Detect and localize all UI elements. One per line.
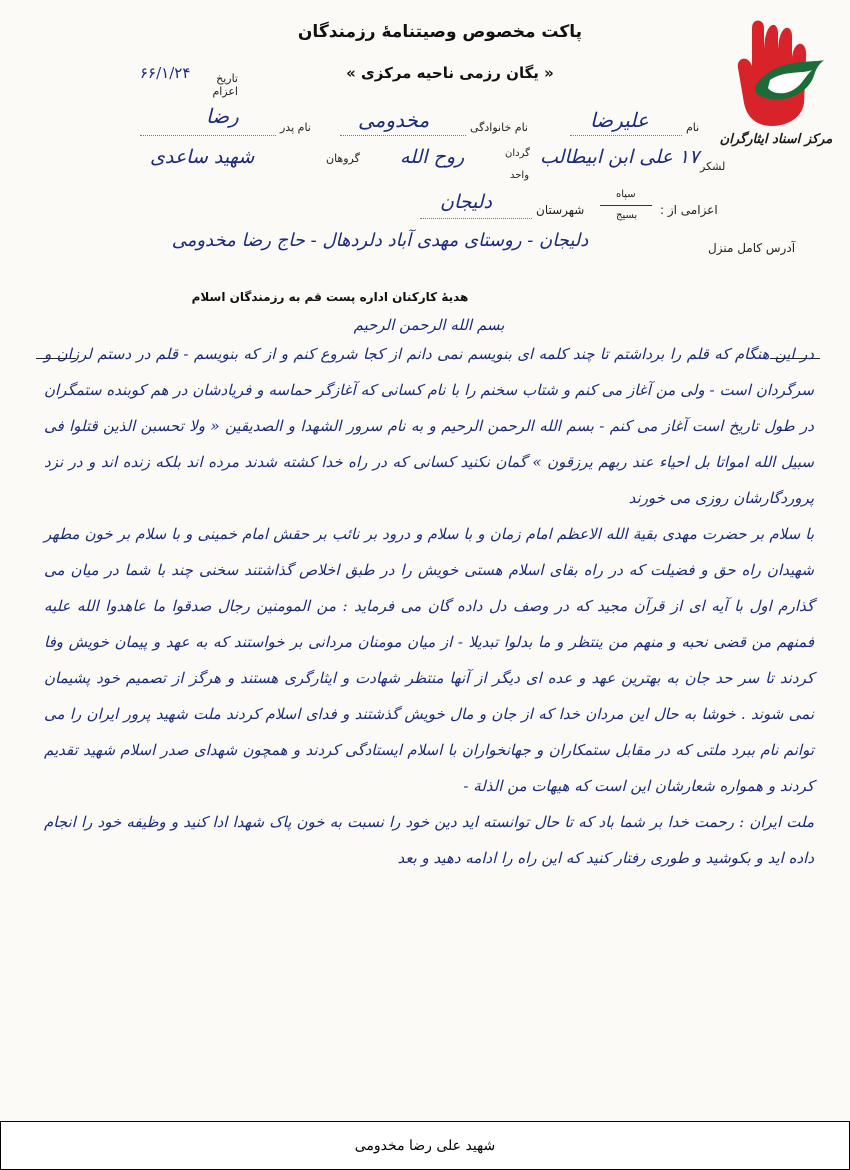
bismillah: بسم الله الرحمن الرحیم	[353, 316, 505, 334]
battalion-label: گردان	[505, 148, 530, 159]
caption-text: شهید علی رضا مخدومی	[354, 1137, 496, 1154]
letter-body	[44, 316, 814, 876]
army-label: لشکر	[700, 160, 726, 173]
dispatch-option-basij: بسیج	[616, 210, 638, 221]
father-line	[140, 135, 276, 136]
isargaran-logo	[712, 8, 842, 158]
name-label: نام	[686, 121, 700, 134]
exec-date-value: ۶۶/۱/۲۴	[140, 64, 191, 82]
father-value: رضا	[206, 104, 239, 128]
page-title: پاکت مخصوص وصیتنامهٔ رزمندگان	[297, 22, 583, 42]
exec-date-label: تاریخ اعزام	[212, 72, 238, 98]
unit-label: واحد	[510, 170, 530, 181]
name-line	[570, 135, 682, 136]
dispatch-label: اعزامی از :	[660, 203, 718, 217]
logo-text: مرکز اسناد ایثارگران	[719, 132, 833, 147]
father-label: نام پدر	[280, 121, 311, 134]
address-value: دلیجان - روستای مهدی آباد دلردهال - حاج رضا مخدومی	[171, 230, 589, 251]
address-label: آدرس کامل منزل	[708, 241, 796, 255]
battalion-value: روح الله	[400, 146, 465, 168]
family-line	[340, 135, 466, 136]
name-value: علیرضا	[590, 108, 649, 132]
family-value: مخدومی	[358, 108, 430, 132]
dispatch-option-sepah: سپاه	[616, 189, 636, 200]
group-value: شهید ساعدی	[150, 146, 255, 168]
group-label: گروهان	[326, 152, 360, 165]
page-subtitle: « یگان رزمی ناحیه مرکزی »	[346, 64, 554, 82]
letter-paragraph-2: با سلام بر حضرت مهدی بقیة الله الاعظم امام زمان و با سلام و درود بر نائب بر حقش امام خمینی و با سلام بر خون مطهر شهیدان راه حق و فضیلت که در راه بقای اسلام هستی خویش را در طبق اخلاص گذاشتند سخنی چند با شما در میان می گذارم اول با آیه ای از قرآن مجید که در وصف دل داده گان می فرماید : من المومنین رجال صدقوا ما عاهدوا الله علیه فمنهم من قضی نحبه و منهم من ینتظر و ما بدلوا تبدیلا - از میان مومنان مردانی بر خواستند که به عهد و پیمان خویش وفا کردند تا سر حد جان به بهترین عهد و عده ای دیگر از آنها منتظر شهادت و ایثارگری هستند و هرگز از تصمیم خود پشیمان نمی شوند . خوشا به حال این مردان خدا که از جان و مال خویش گذشتند و فدای اسلام کردند ملت شهید پرور ایران را می توانم نام ببرد ملتی که در مقابل ستمکاران و جهانخواران با اسلام ایستادگی کردند و همچون شهدای صدر اسلام شهید تقدیم کردند و همواره شعارشان این است که هیهات من الذلة -	[44, 525, 814, 795]
letter-paragraph-1: در این هنگام که قلم را برداشتم تا چند کلمه ای بنویسم نمی دانم از کجا شروع کنم و از که بنویسم - قلم در دستم لرزان و سرگردان است - ولی من آغاز می کنم و شتاب سخنم را با نام کسانی که آغازگر حماسه و فریادشان در هم کوبنده ستمگران در طول تاریخ است آغاز می کنم - بسم الله الرحمن الرحیم و به نام سرور الشهدا و الصدیقین « ولا تحسبن الذین قتلوا فی سبیل الله امواتا بل احیاء عند ربهم یرزقون » گمان نکنید کسانی که در راه خدا کشته شدند مرده اند بلکه زنده اند و در نزد پروردگارشان روزی می خورند	[44, 345, 814, 507]
city-line	[420, 218, 532, 219]
family-label: نام خانوادگی	[470, 121, 528, 134]
letter-paragraph-3: ملت ایران : رحمت خدا بر شما باد که تا حال توانسته اید دین خود را نسبت به خون پاک شهدا ادا کنید و وظیفه خود را انجام داده اید و بکوشید و طوری رفتار کنید که این راه را ادامه دهید و بعد	[44, 813, 814, 867]
gift-note: هدیهٔ کارکنان اداره پست قم به رزمندگان اسلام	[191, 290, 469, 304]
city-label: شهرستان	[536, 203, 585, 217]
city-value: دلیجان	[440, 191, 492, 213]
army-value: ۱۷ علی ابن ابیطالب	[540, 146, 700, 168]
dispatch-divider	[600, 205, 652, 206]
caption-box	[0, 1121, 850, 1170]
